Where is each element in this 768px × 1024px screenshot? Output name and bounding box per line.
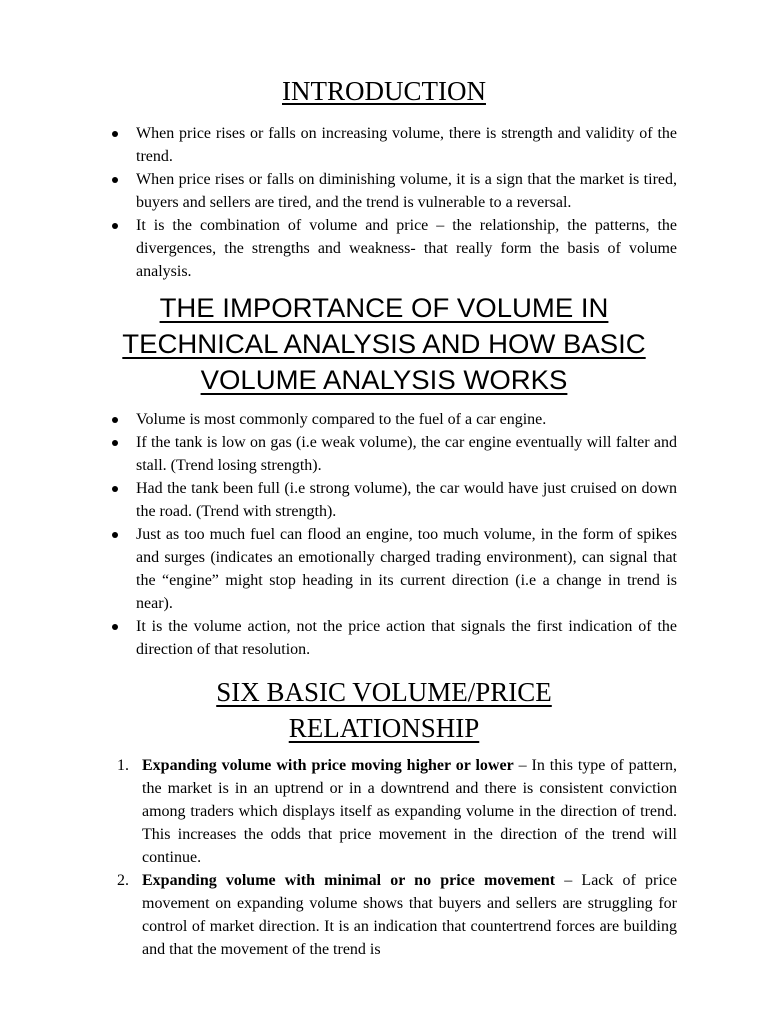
bullet-text: Volume is most commonly compared to the fuel of a car engine. <box>136 411 547 428</box>
item-title: Expanding volume with price moving higher or lower <box>142 757 514 774</box>
list-item <box>0 754 768 869</box>
item-number: 1. <box>117 757 129 774</box>
list-item <box>0 615 768 661</box>
bullet-text: Had the tank been full (i.e strong volume), the car would have just cruised on down the road. (Trend with strength). <box>136 480 677 520</box>
intro-heading: INTRODUCTION <box>282 76 486 106</box>
bullet-icon <box>112 417 118 423</box>
list-item <box>0 869 768 961</box>
item-text: – Lack of price movement on expanding volume shows that buyers and sellers are struggling for control of market direction. It is an indication that countertrend forces are building and that the movement of the trend is <box>142 872 678 958</box>
bullet-text: When price rises or falls on diminishing volume, it is a sign that the market is tired, buyers and sellers are tired, and the trend is vulnerable to a reversal. <box>136 171 677 211</box>
list-item <box>0 122 768 168</box>
bullet-text: When price rises or falls on increasing volume, there is strength and validity of the trend. <box>136 125 677 165</box>
bullet-text: It is the volume action, not the price action that signals the first indication of the direction of that resolution. <box>136 618 677 658</box>
bullet-text: Just as too much fuel can flood an engine, too much volume, in the form of spikes and surges (indicates an emotionally charged trading environment), can signal that the “engine” might stop heading in its current direction (i.e a change in trend is near). <box>136 526 677 612</box>
item-text: – In this type of pattern, the market is in an uptrend or in a downtrend and there is consistent conviction among traders which displays itself as expanding volume in the direction of trend. This increases the odds that price movement in the direction of the trend will continue. <box>142 757 678 866</box>
list-item <box>0 523 768 615</box>
heading-line: RELATIONSHIP <box>288 713 480 743</box>
heading-line: THE IMPORTANCE OF VOLUME IN <box>159 293 609 323</box>
list-item <box>0 431 768 477</box>
importance-bullet-list <box>0 408 768 661</box>
six-relationships-heading <box>0 674 768 746</box>
bullet-icon <box>112 440 118 446</box>
six-relationships-list <box>0 754 768 961</box>
list-item <box>0 408 768 431</box>
list-item <box>0 168 768 214</box>
item-number: 2. <box>117 872 129 889</box>
importance-heading <box>0 290 768 398</box>
heading-line: VOLUME ANALYSIS WORKS <box>200 365 568 395</box>
heading-line: TECHNICAL ANALYSIS AND HOW BASIC <box>122 329 646 359</box>
bullet-icon <box>112 131 118 137</box>
heading-line: SIX BASIC VOLUME/PRICE <box>216 677 552 707</box>
item-title: Expanding volume with minimal or no price movement <box>142 872 556 889</box>
bullet-icon <box>112 486 118 492</box>
intro-bullet-list <box>0 122 768 283</box>
bullet-icon <box>112 532 118 538</box>
list-item <box>0 477 768 523</box>
bullet-text: If the tank is low on gas (i.e weak volume), the car engine eventually will falter and stall. (Trend losing strength). <box>136 434 677 474</box>
bullet-icon <box>112 624 118 630</box>
bullet-icon <box>112 223 118 229</box>
bullet-text: It is the combination of volume and price – the relationship, the patterns, the divergences, the strengths and weakness- that really form the basis of volume analysis. <box>136 217 677 280</box>
list-item <box>0 214 768 283</box>
bullet-icon <box>112 177 118 183</box>
